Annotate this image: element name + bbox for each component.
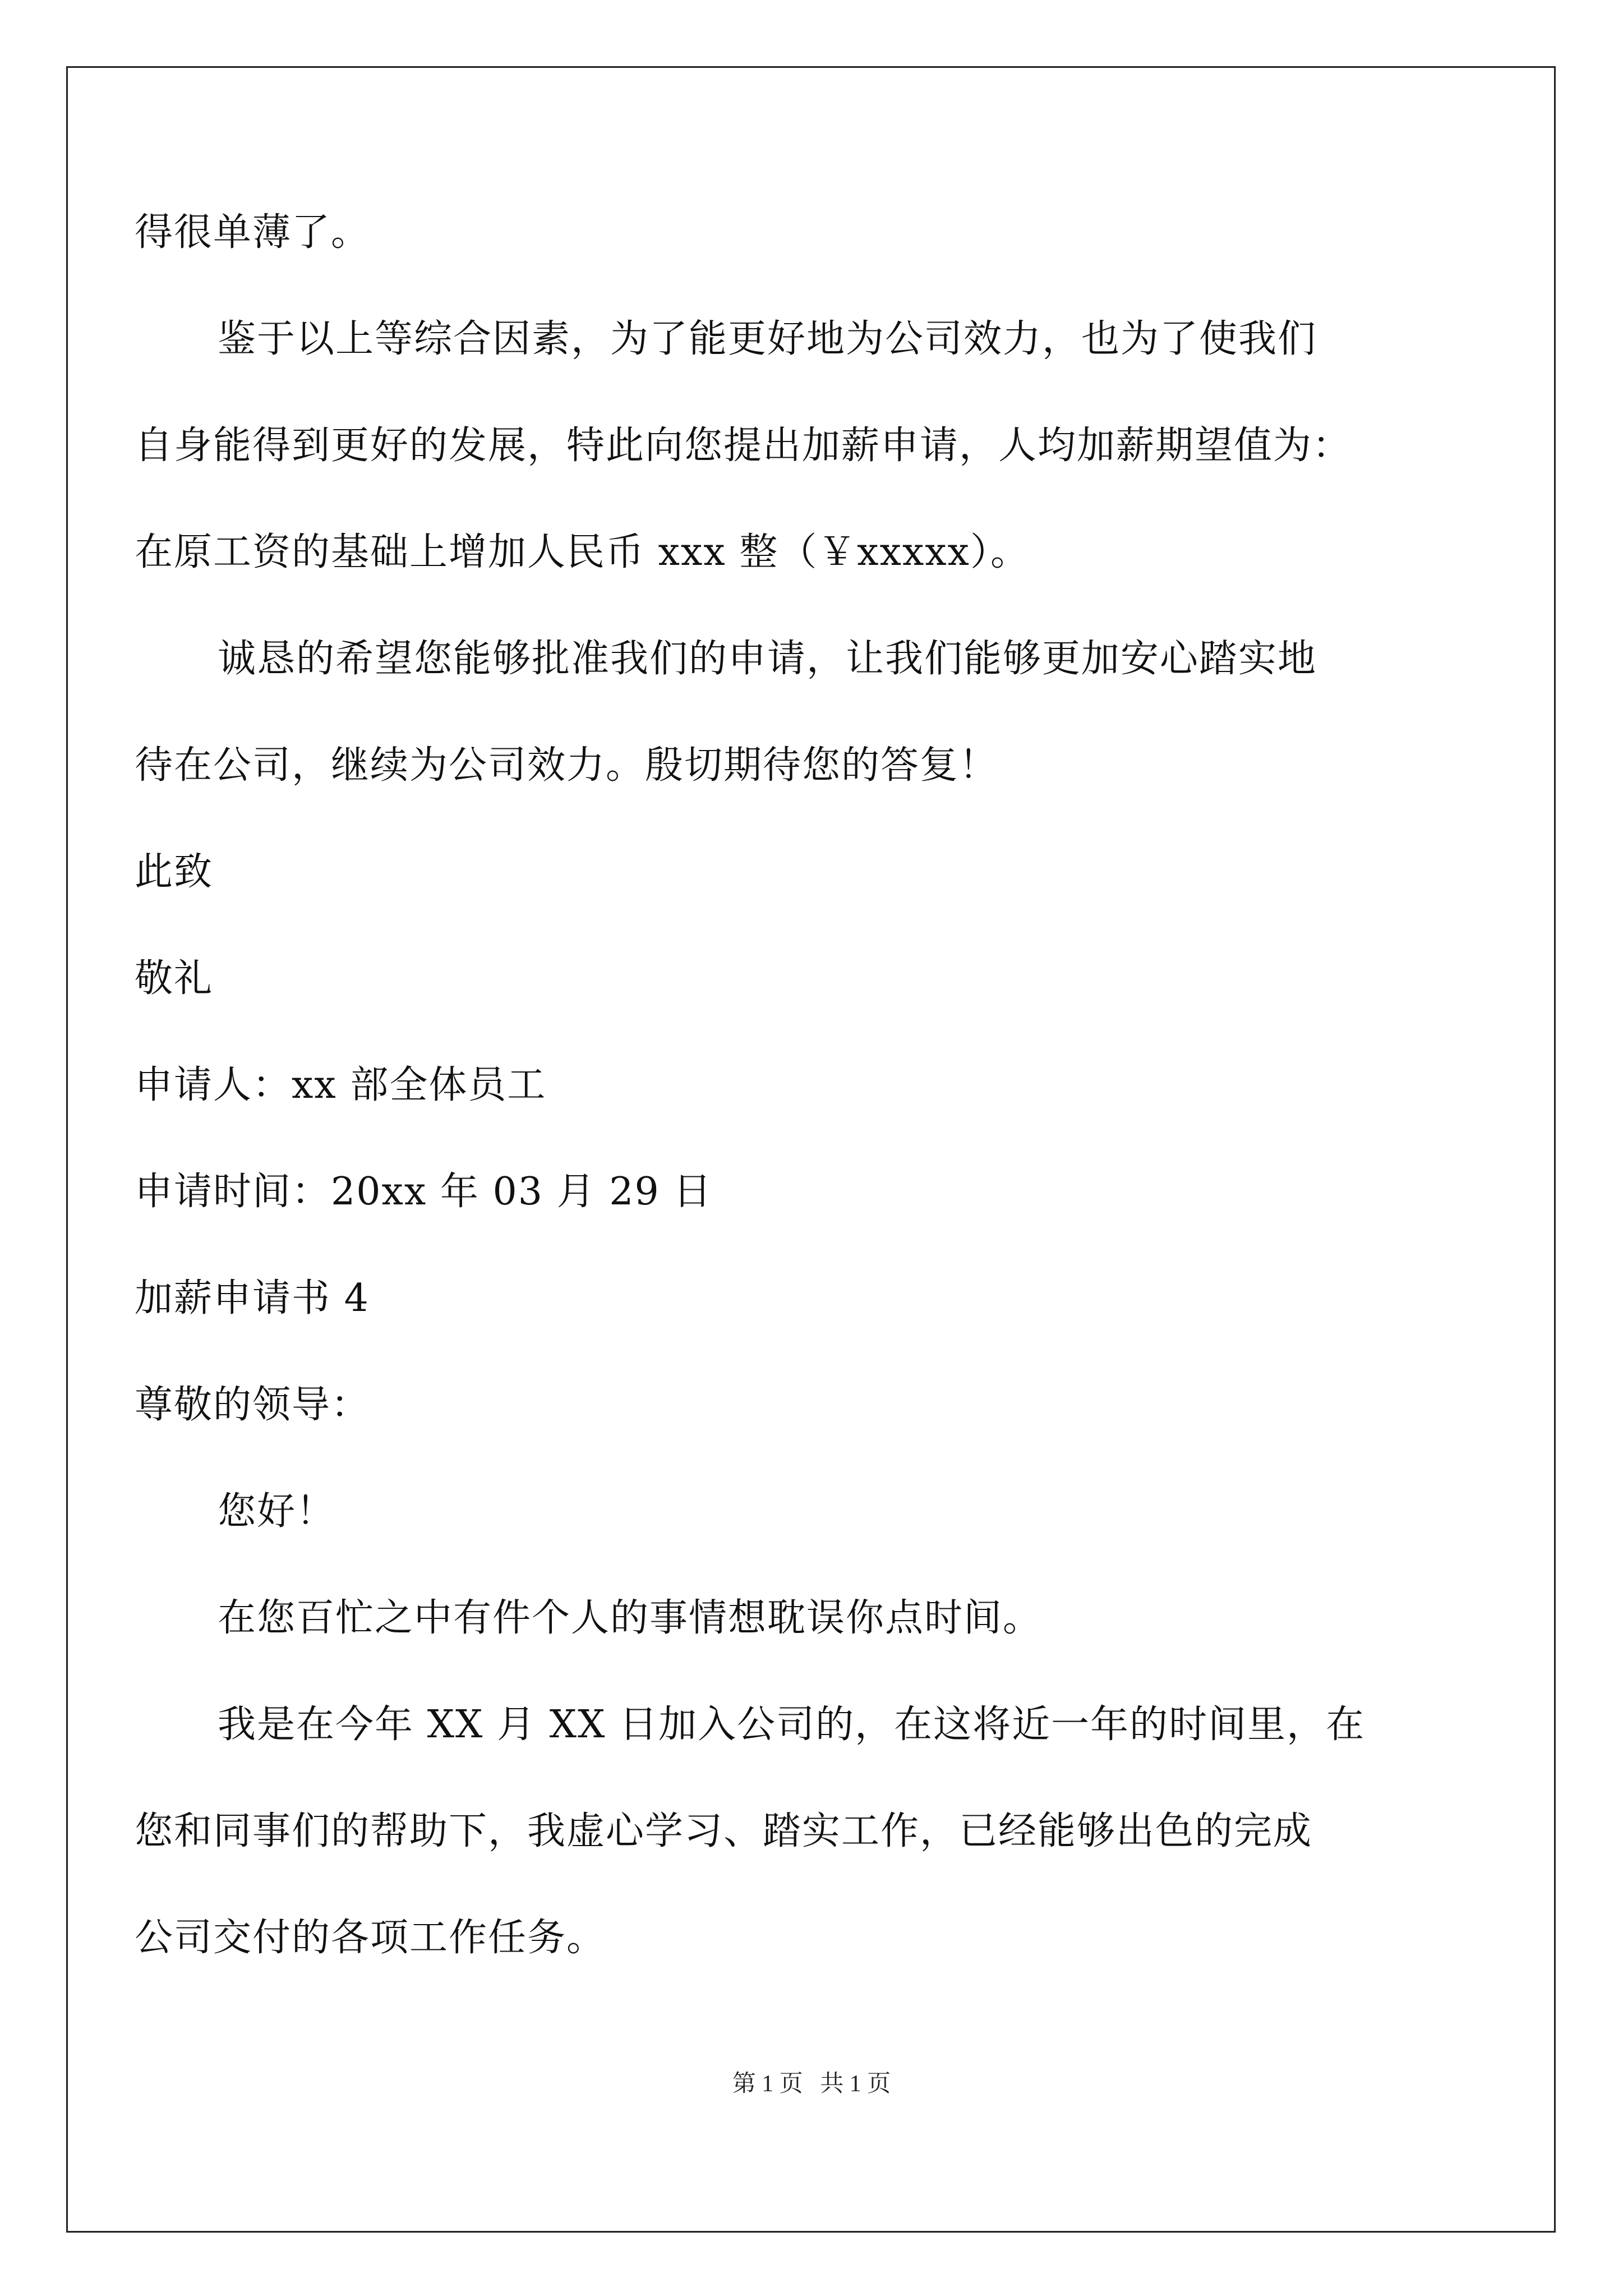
paragraph-line: 得很单薄了。 bbox=[135, 210, 371, 255]
closing-line: 此致 bbox=[135, 850, 214, 894]
paragraph-line: 鉴于以上等综合因素，为了能更好地为公司效力，也为了使我们 bbox=[218, 317, 1317, 361]
page-number: 第 1 页 bbox=[732, 2071, 803, 2097]
closing-line: 敬礼 bbox=[135, 956, 214, 1001]
page-total: 共 1 页 bbox=[820, 2071, 891, 2097]
paragraph-line: 在原工资的基础上增加人民币 xxx 整（￥xxxxx）。 bbox=[135, 530, 1030, 574]
salutation: 尊敬的领导： bbox=[135, 1383, 371, 1427]
paragraph-line: 您和同事们的帮助下，我虚心学习、踏实工作，已经能够出色的完成 bbox=[135, 1809, 1313, 1853]
page-footer bbox=[0, 2070, 1623, 2098]
section-title: 加薪申请书 4 bbox=[135, 1276, 370, 1320]
date-line: 申请时间：20xx 年 03 月 29 日 bbox=[135, 1170, 713, 1214]
paragraph-line: 公司交付的各项工作任务。 bbox=[135, 1916, 606, 1960]
page-frame bbox=[66, 66, 1556, 2233]
applicant-line: 申请人：xx 部全体员工 bbox=[135, 1063, 547, 1107]
paragraph-line: 待在公司，继续为公司效力。殷切期待您的答复！ bbox=[135, 743, 999, 788]
paragraph-line: 自身能得到更好的发展，特此向您提出加薪申请，人均加薪期望值为： bbox=[135, 424, 1352, 468]
greeting: 您好！ bbox=[218, 1489, 336, 1534]
paragraph-line: 我是在今年 XX 月 XX 日加入公司的，在这将近一年的时间里，在 bbox=[218, 1703, 1366, 1747]
paragraph-line: 在您百忙之中有件个人的事情想耽误你点时间。 bbox=[218, 1596, 1043, 1640]
paragraph-line: 诚恳的希望您能够批准我们的申请，让我们能够更加安心踏实地 bbox=[218, 637, 1317, 681]
